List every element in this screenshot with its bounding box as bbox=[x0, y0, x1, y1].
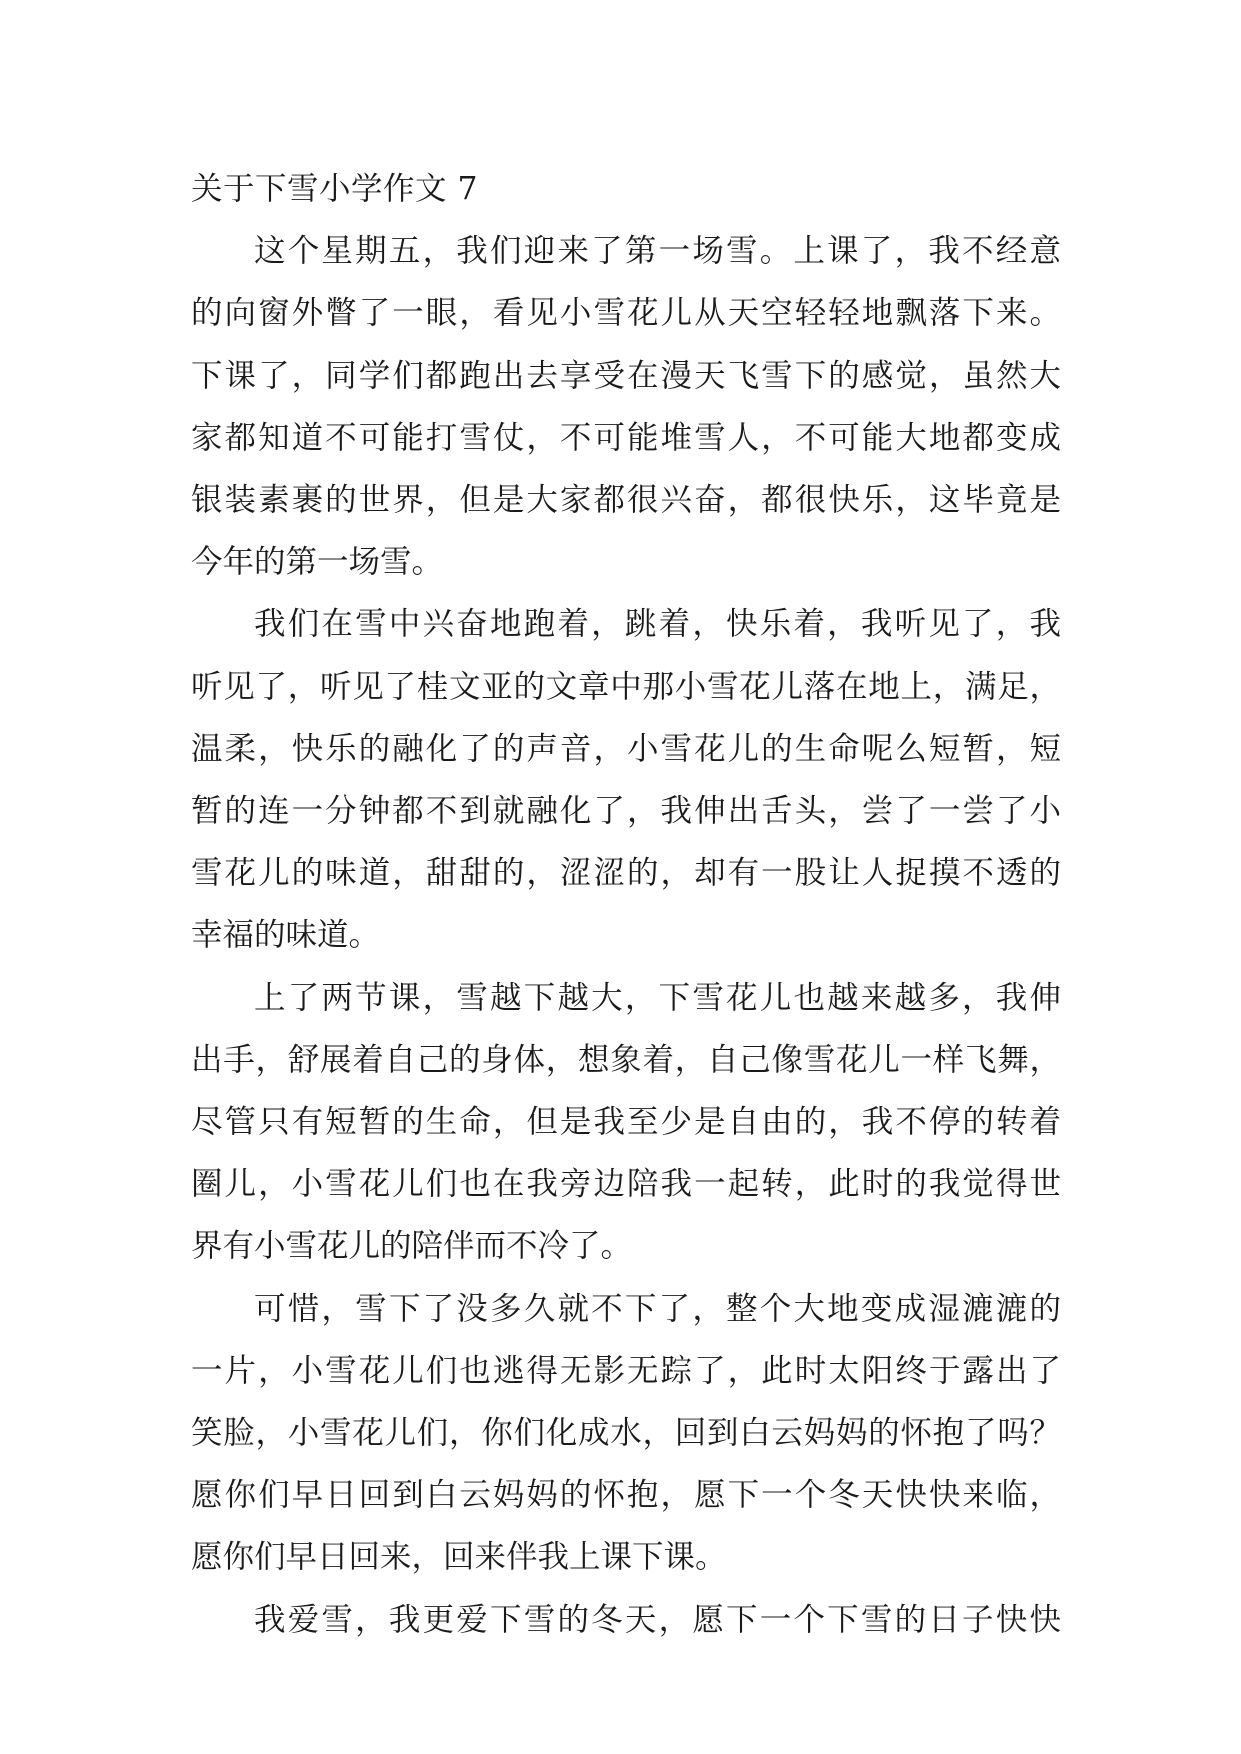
text-line: 我爱雪，我更爱下雪的冬天，愿下一个下雪的日子快快 bbox=[254, 1601, 1061, 1638]
text-line: 这个星期五，我们迎来了第一场雪。上课了，我不经意 bbox=[254, 233, 1061, 270]
text-line: 幸福的味道。 bbox=[191, 917, 381, 954]
text-line: 笑脸，小雪花儿们，你们化成水，回到白云妈妈的怀抱了吗？ bbox=[191, 1415, 1061, 1452]
text-line: 的向窗外瞥了一眼，看见小雪花儿从天空轻轻地飘落下来。 bbox=[191, 295, 1061, 332]
text-line: 听见了，听见了桂文亚的文章中那小雪花儿落在地上，满足， bbox=[191, 668, 1061, 705]
text-line: 愿你们早日回到白云妈妈的怀抱，愿下一个冬天快快来临， bbox=[191, 1477, 1061, 1514]
text-line: 下课了，同学们都跑出去享受在漫天飞雪下的感觉，虽然大 bbox=[191, 357, 1061, 394]
text-line: 界有小雪花儿的陪伴而不冷了。 bbox=[191, 1228, 633, 1265]
paragraph bbox=[191, 1278, 1061, 1589]
paragraph bbox=[191, 220, 1061, 593]
text-line: 我们在雪中兴奋地跑着，跳着，快乐着，我听见了，我 bbox=[254, 606, 1061, 643]
text-line: 今年的第一场雪。 bbox=[191, 544, 444, 581]
document-title: 关于下雪小学作文 7 bbox=[191, 171, 479, 207]
text-line: 家都知道不可能打雪仗，不可能堆雪人，不可能大地都变成 bbox=[191, 419, 1061, 456]
text-line: 尽管只有短暂的生命，但是我至少是自由的，我不停的转着 bbox=[191, 1104, 1061, 1141]
text-line: 暂的连一分钟都不到就融化了，我伸出舌头，尝了一尝了小 bbox=[191, 793, 1061, 830]
text-line: 上了两节课，雪越下越大，下雪花儿也越来越多，我伸 bbox=[254, 979, 1061, 1016]
text-line: 出手，舒展着自己的身体，想象着，自己像雪花儿一样飞舞， bbox=[191, 1041, 1061, 1078]
text-line: 银装素裹的世界，但是大家都很兴奋，都很快乐，这毕竟是 bbox=[191, 482, 1061, 519]
text-line: 圈儿，小雪花儿们也在我旁边陪我一起转，此时的我觉得世 bbox=[191, 1166, 1061, 1203]
paragraph bbox=[191, 1589, 1061, 1651]
text-line: 一片，小雪花儿们也逃得无影无踪了，此时太阳终于露出了 bbox=[191, 1352, 1061, 1389]
paragraph bbox=[191, 967, 1061, 1278]
document-body bbox=[191, 158, 1061, 1651]
text-line: 愿你们早日回来，回来伴我上课下课。 bbox=[191, 1539, 727, 1576]
text-line: 雪花儿的味道，甜甜的，涩涩的，却有一股让人捉摸不透的 bbox=[191, 855, 1061, 892]
paragraph bbox=[191, 593, 1061, 966]
text-line: 可惜，雪下了没多久就不下了，整个大地变成湿漉漉的 bbox=[254, 1290, 1061, 1327]
text-line: 温柔，快乐的融化了的声音，小雪花儿的生命呢么短暂，短 bbox=[191, 730, 1061, 767]
